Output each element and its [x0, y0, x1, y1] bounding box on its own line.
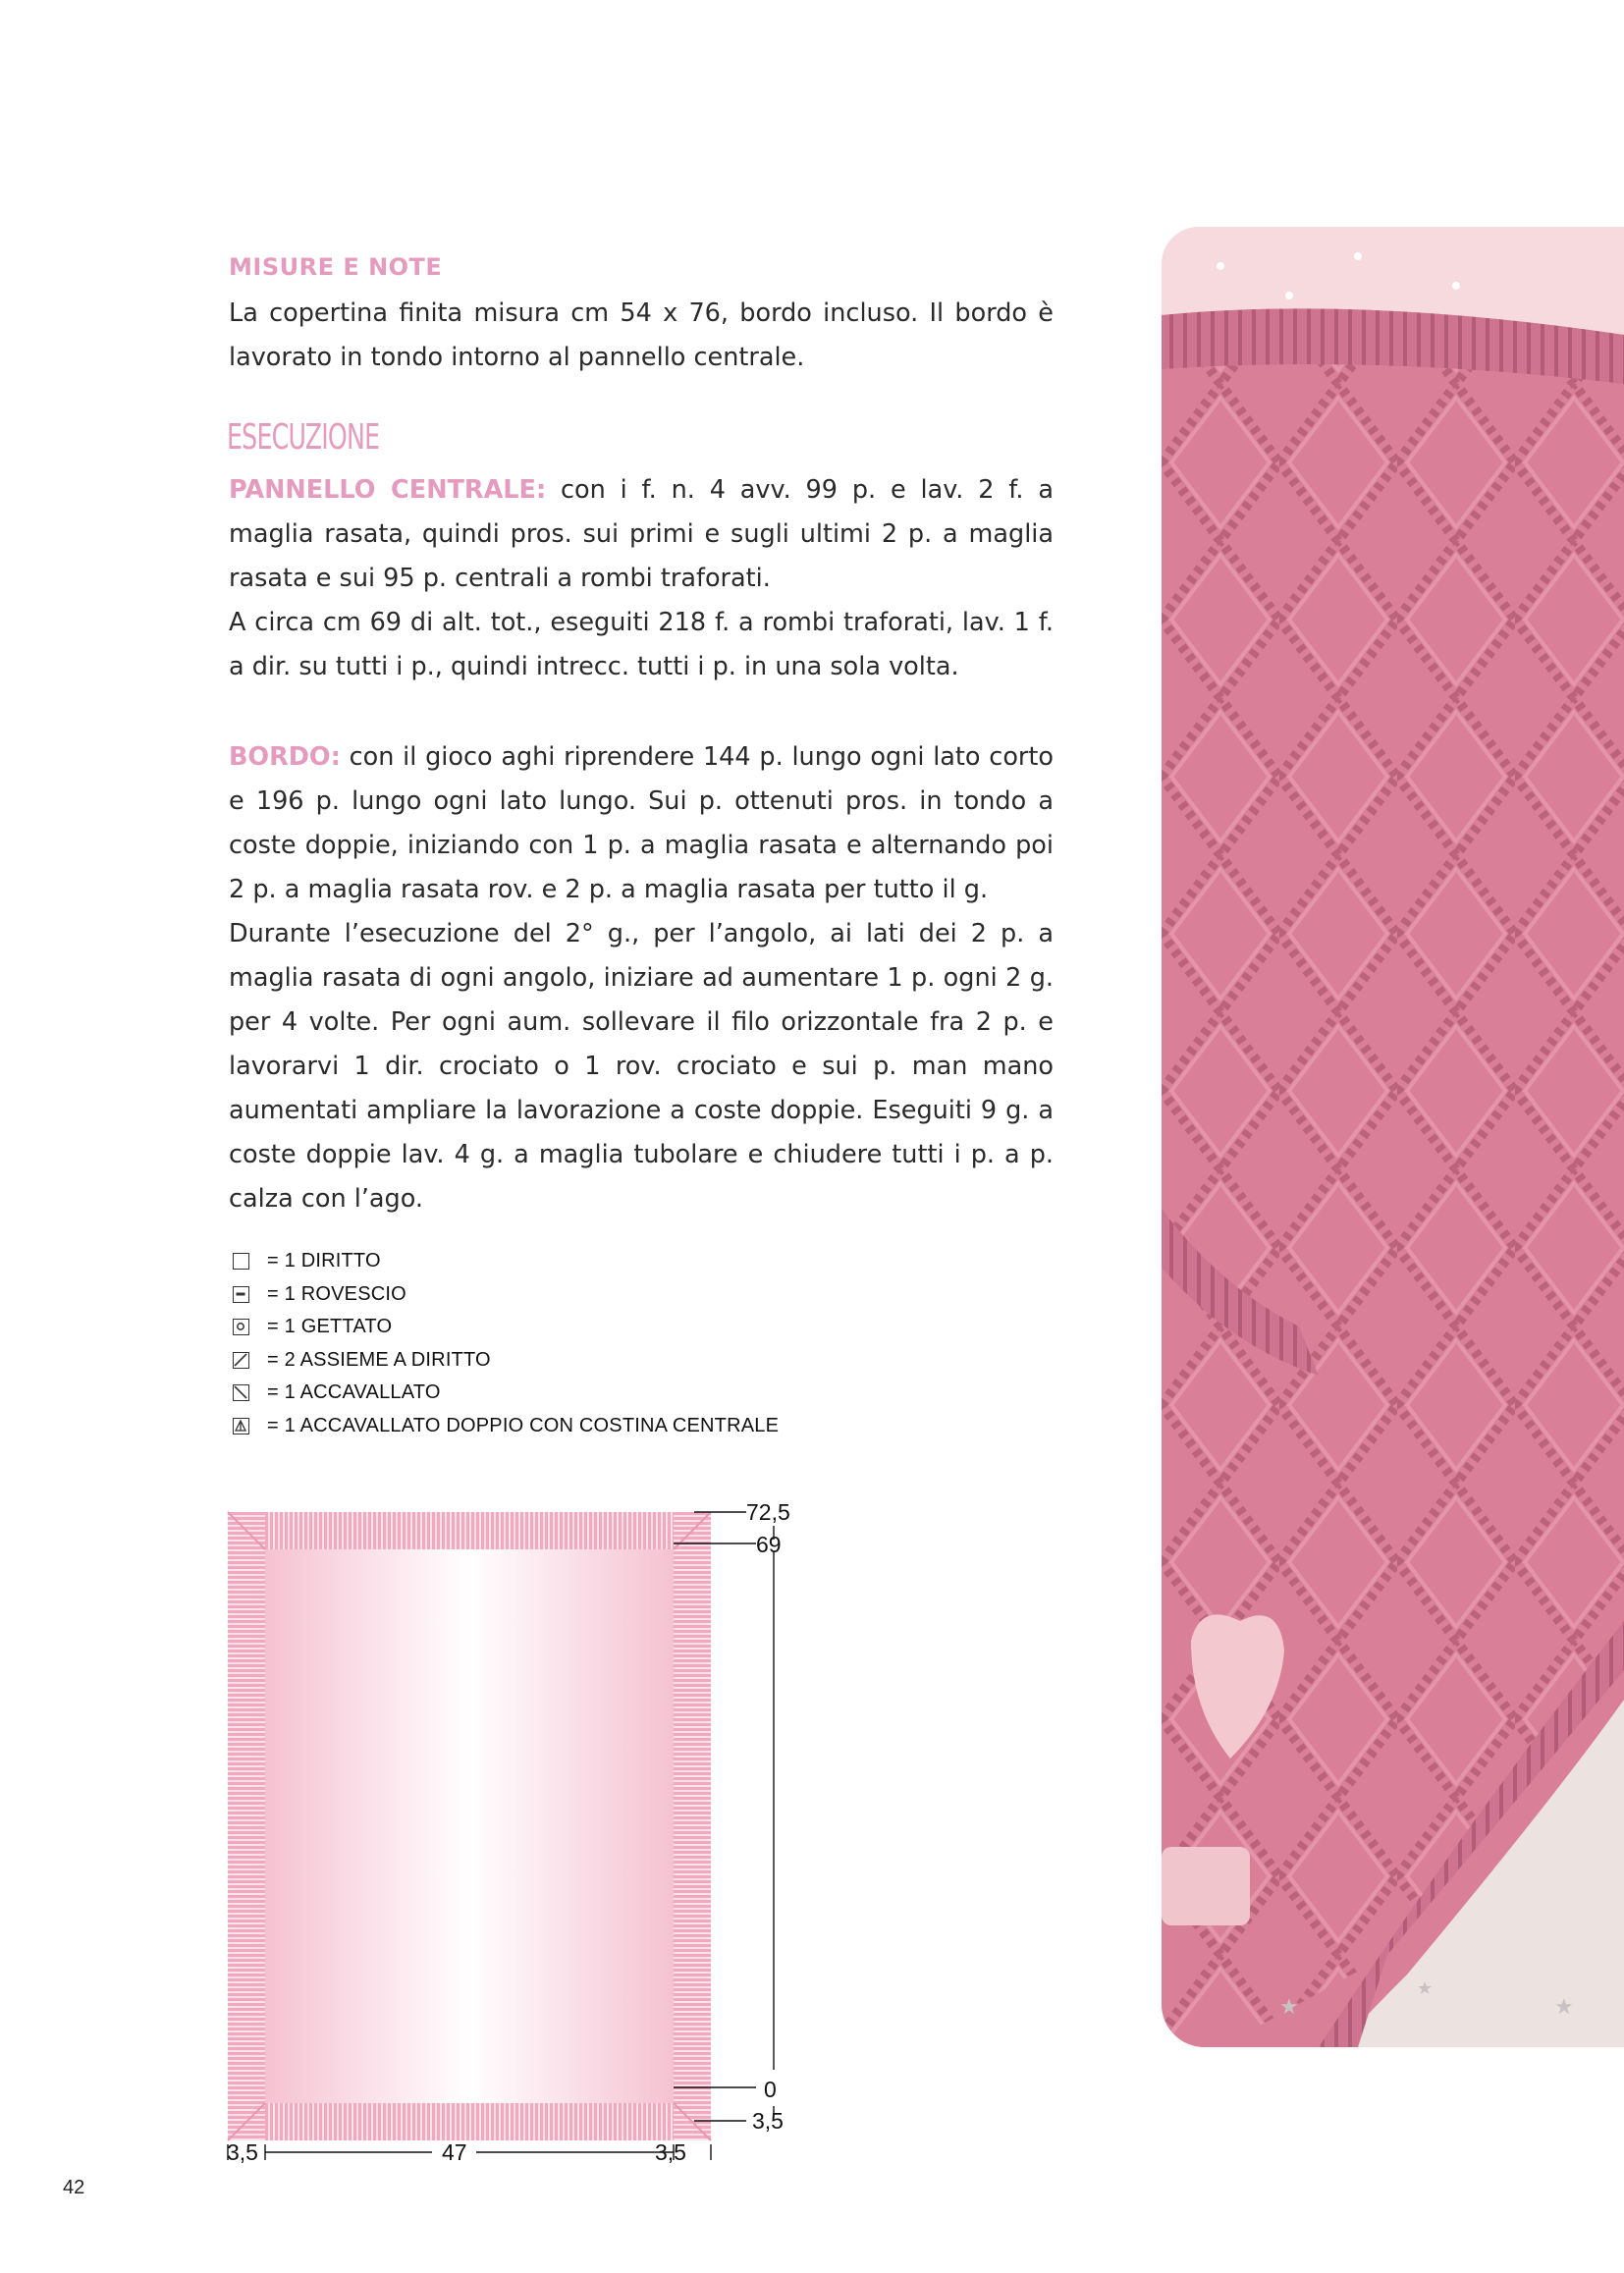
slash-square-icon: [233, 1352, 249, 1369]
legend-item: [233, 1377, 779, 1410]
bordo-text-2: Durante l’esecuzione del 2° g., per l’angolo, ai lati dei 2 p. a maglia rasata di ogni angolo, iniziare ad aumentare 1 p. ogni 2 g. per 4 volte. Per ogni aum. sollevare il filo orizzontale fra 2 p. e lavorarvi 1 dir. crociato o 1 rov. crociato e sui p. man mano aumentati ampliare la lavorazione a coste doppie. Eseguiti 9 g. a coste doppie lav. 4 g. a maglia tubolare e chiudere tutti i p. a p. calza con l’ago.: [229, 919, 1054, 1214]
central-panel: [265, 1549, 674, 2103]
legend-label: = 1 ACCAVALLATO: [267, 1381, 441, 1404]
dim-bottom-zero: 0: [764, 2077, 777, 2102]
pannello-label: PANNELLO CENTRALE:: [229, 475, 547, 505]
empty-square-icon: [233, 1253, 249, 1270]
pink-knitted-baby-blanket-photo: [1162, 227, 1624, 2047]
dim-width: 47: [442, 2139, 467, 2165]
blanket-schematic: [216, 1492, 825, 2180]
legend-label: = 1 GETTATO: [267, 1316, 393, 1338]
legend-item: [233, 1344, 779, 1378]
page-number: 42: [63, 2177, 85, 2198]
svg-text:★: ★: [1554, 1995, 1574, 2020]
legend-label: = 1 DIRITTO: [267, 1250, 381, 1272]
legend-item: [233, 1311, 779, 1344]
stitch-legend: [233, 1245, 779, 1442]
svg-text:★: ★: [1417, 1978, 1434, 1999]
legend-label: = 1 ROVESCIO: [267, 1282, 406, 1305]
pannello-paragraph: [229, 468, 1054, 601]
dim-bottom-border: 3,5: [752, 2108, 784, 2134]
circle-square-icon: [233, 1319, 249, 1335]
legend-item: [233, 1410, 779, 1443]
dim-left-border: 3,5: [227, 2139, 258, 2165]
legend-item: [233, 1245, 779, 1278]
bordo-label: BORDO:: [229, 742, 341, 772]
bordo-text-1: con il gioco aghi riprendere 144 p. lungo ogni lato corto e 196 p. lungo ogni lato lungo. Sui p. ottenuti pros. in tondo a coste doppie, iniziando con 1 p. a maglia rasata e alternando poi 2 p. a maglia rasata rov. e 2 p. a maglia rasata per tutto il g.: [229, 742, 1054, 904]
minus-square-icon: [233, 1286, 249, 1303]
bordo-paragraph: [229, 735, 1054, 912]
backslash-square-icon: [233, 1384, 249, 1401]
section-heading-esecuzione: ESECUZIONE: [227, 417, 380, 458]
svg-text:★: ★: [1279, 1995, 1299, 2020]
legend-item: [233, 1278, 779, 1312]
section-heading-misure: MISURE E NOTE: [229, 253, 443, 281]
legend-label: = 1 ACCAVALLATO DOPPIO CON COSTINA CENTRALE: [267, 1414, 780, 1436]
triangle-square-icon: [233, 1418, 249, 1434]
width-dimensions: [228, 2144, 711, 2160]
dim-top-total: 72,5: [746, 1499, 790, 1525]
dim-right-border: 3,5: [655, 2139, 686, 2165]
pannello-text-2: A circa cm 69 di alt. tot., eseguiti 218 f. a rombi traforati, lav. 1 f. a dir. su tutti i p., quindi intrecc. tutti i p. in una sola volta.: [229, 608, 1054, 681]
pannello-text-1: con i f. n. 4 avv. 99 p. e lav. 2 f. a maglia rasata, quindi pros. sui primi e sugli ultimi 2 p. a maglia rasata e sui 95 p. centrali a rombi traforati.: [229, 475, 1054, 593]
legend-label: = 2 ASSIEME A DIRITTO: [267, 1348, 491, 1371]
misure-text: La copertina finita misura cm 54 x 76, bordo incluso. Il bordo è lavorato in tondo intorno al pannello centrale.: [229, 298, 1054, 372]
dim-top-panel: 69: [756, 1532, 782, 1557]
